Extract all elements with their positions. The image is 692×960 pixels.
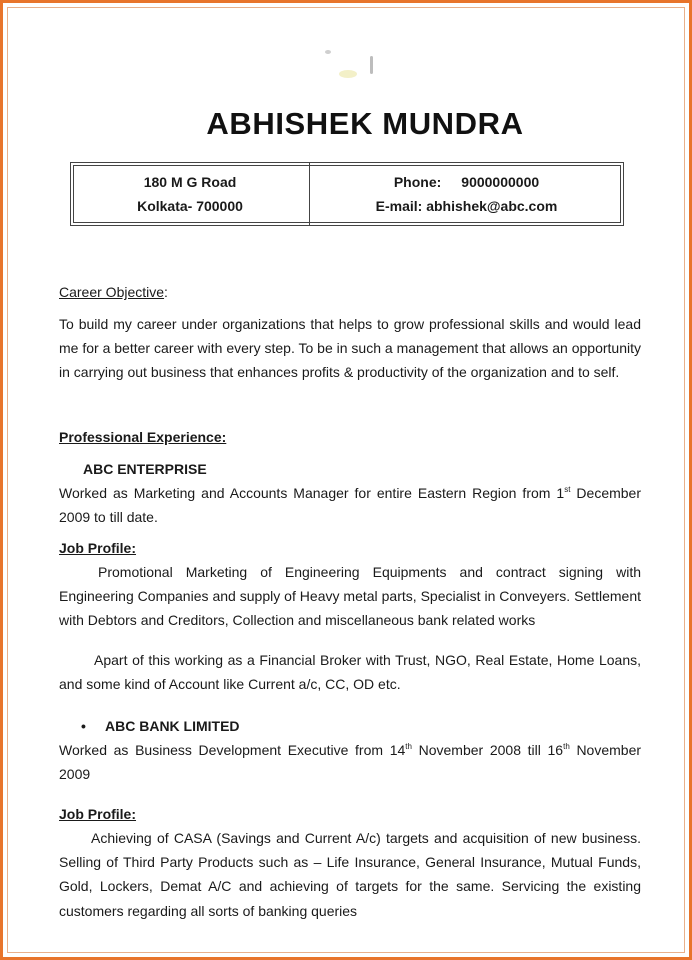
job-profile-heading: Job Profile: <box>59 540 137 556</box>
job-summary-text: Worked as Business Development Executive from 14 <box>59 742 406 758</box>
job-summary <box>59 481 641 529</box>
job-summary-sup: st <box>564 485 571 494</box>
career-objective-text: To build my career under organizations that helps to grow professional skills and would lead me for a better career with every step. To be in such a management that allows an opportunity in carrying out business that enhances profits & productivity of the organization and to self. <box>59 316 641 381</box>
job-profile-paragraph: Promotional Marketing of Engineering Equipments and contract signing with Engineering Companies and supply of Heavy metal parts, Specialist in Conveyers. Settlement with Debtors and Creditors, Collection and miscellaneous bank related works <box>59 564 641 629</box>
career-objective-heading: Career Objective <box>59 284 165 300</box>
phone-line <box>394 170 539 194</box>
professional-experience-heading: Professional Experience: <box>59 429 227 445</box>
job-summary-sup: th <box>405 742 412 751</box>
career-objective-colon: : <box>164 284 168 300</box>
scan-smudge <box>318 44 380 84</box>
phone-value: 9000000000 <box>461 174 540 190</box>
job-summary-text: November 2009 <box>59 742 642 783</box>
job-profile-paragraph: Achieving of CASA (Savings and Current A/c) targets and acquisition of new business. Selling of Third Party Products such as – Life Insurance, General Insurance, Mutual Funds, Gold, Lockers, Demat A/C and achieving of targets for the same. Servicing the existing customers regarding all sorts of banking queries <box>59 830 641 919</box>
address-line-2: Kolkata- 700000 <box>137 198 243 214</box>
candidate-name: ABHISHEK MUNDRA <box>206 106 524 141</box>
address-line-1: 180 M G Road <box>143 174 237 190</box>
company-row <box>59 714 641 738</box>
job-summary-text: November 2008 till 16 <box>411 742 564 758</box>
email-line: E-mail: abhishek@abc.com <box>375 198 558 214</box>
job-summary-sup: th <box>563 742 570 751</box>
company-name: ABC BANK LIMITED <box>105 718 240 734</box>
bullet-icon: • <box>81 718 86 734</box>
job-summary <box>59 738 641 786</box>
job-summary-text: December 2009 to till date. <box>59 485 641 526</box>
job-profile-heading: Job Profile: <box>59 806 137 822</box>
company-name: ABC ENTERPRISE <box>83 461 207 477</box>
contact-box <box>70 162 624 226</box>
phone-label: Phone: <box>393 174 442 190</box>
address-cell <box>71 163 310 225</box>
phone-email-cell <box>310 163 623 225</box>
career-objective-heading-row <box>59 280 641 304</box>
job-summary-text: Worked as Marketing and Accounts Manager for entire Eastern Region from 1 <box>59 485 565 501</box>
job-profile-paragraph: Apart of this working as a Financial Broker with Trust, NGO, Real Estate, Home Loans, and some kind of Account like Current a/c, CC, OD etc. <box>59 652 641 693</box>
